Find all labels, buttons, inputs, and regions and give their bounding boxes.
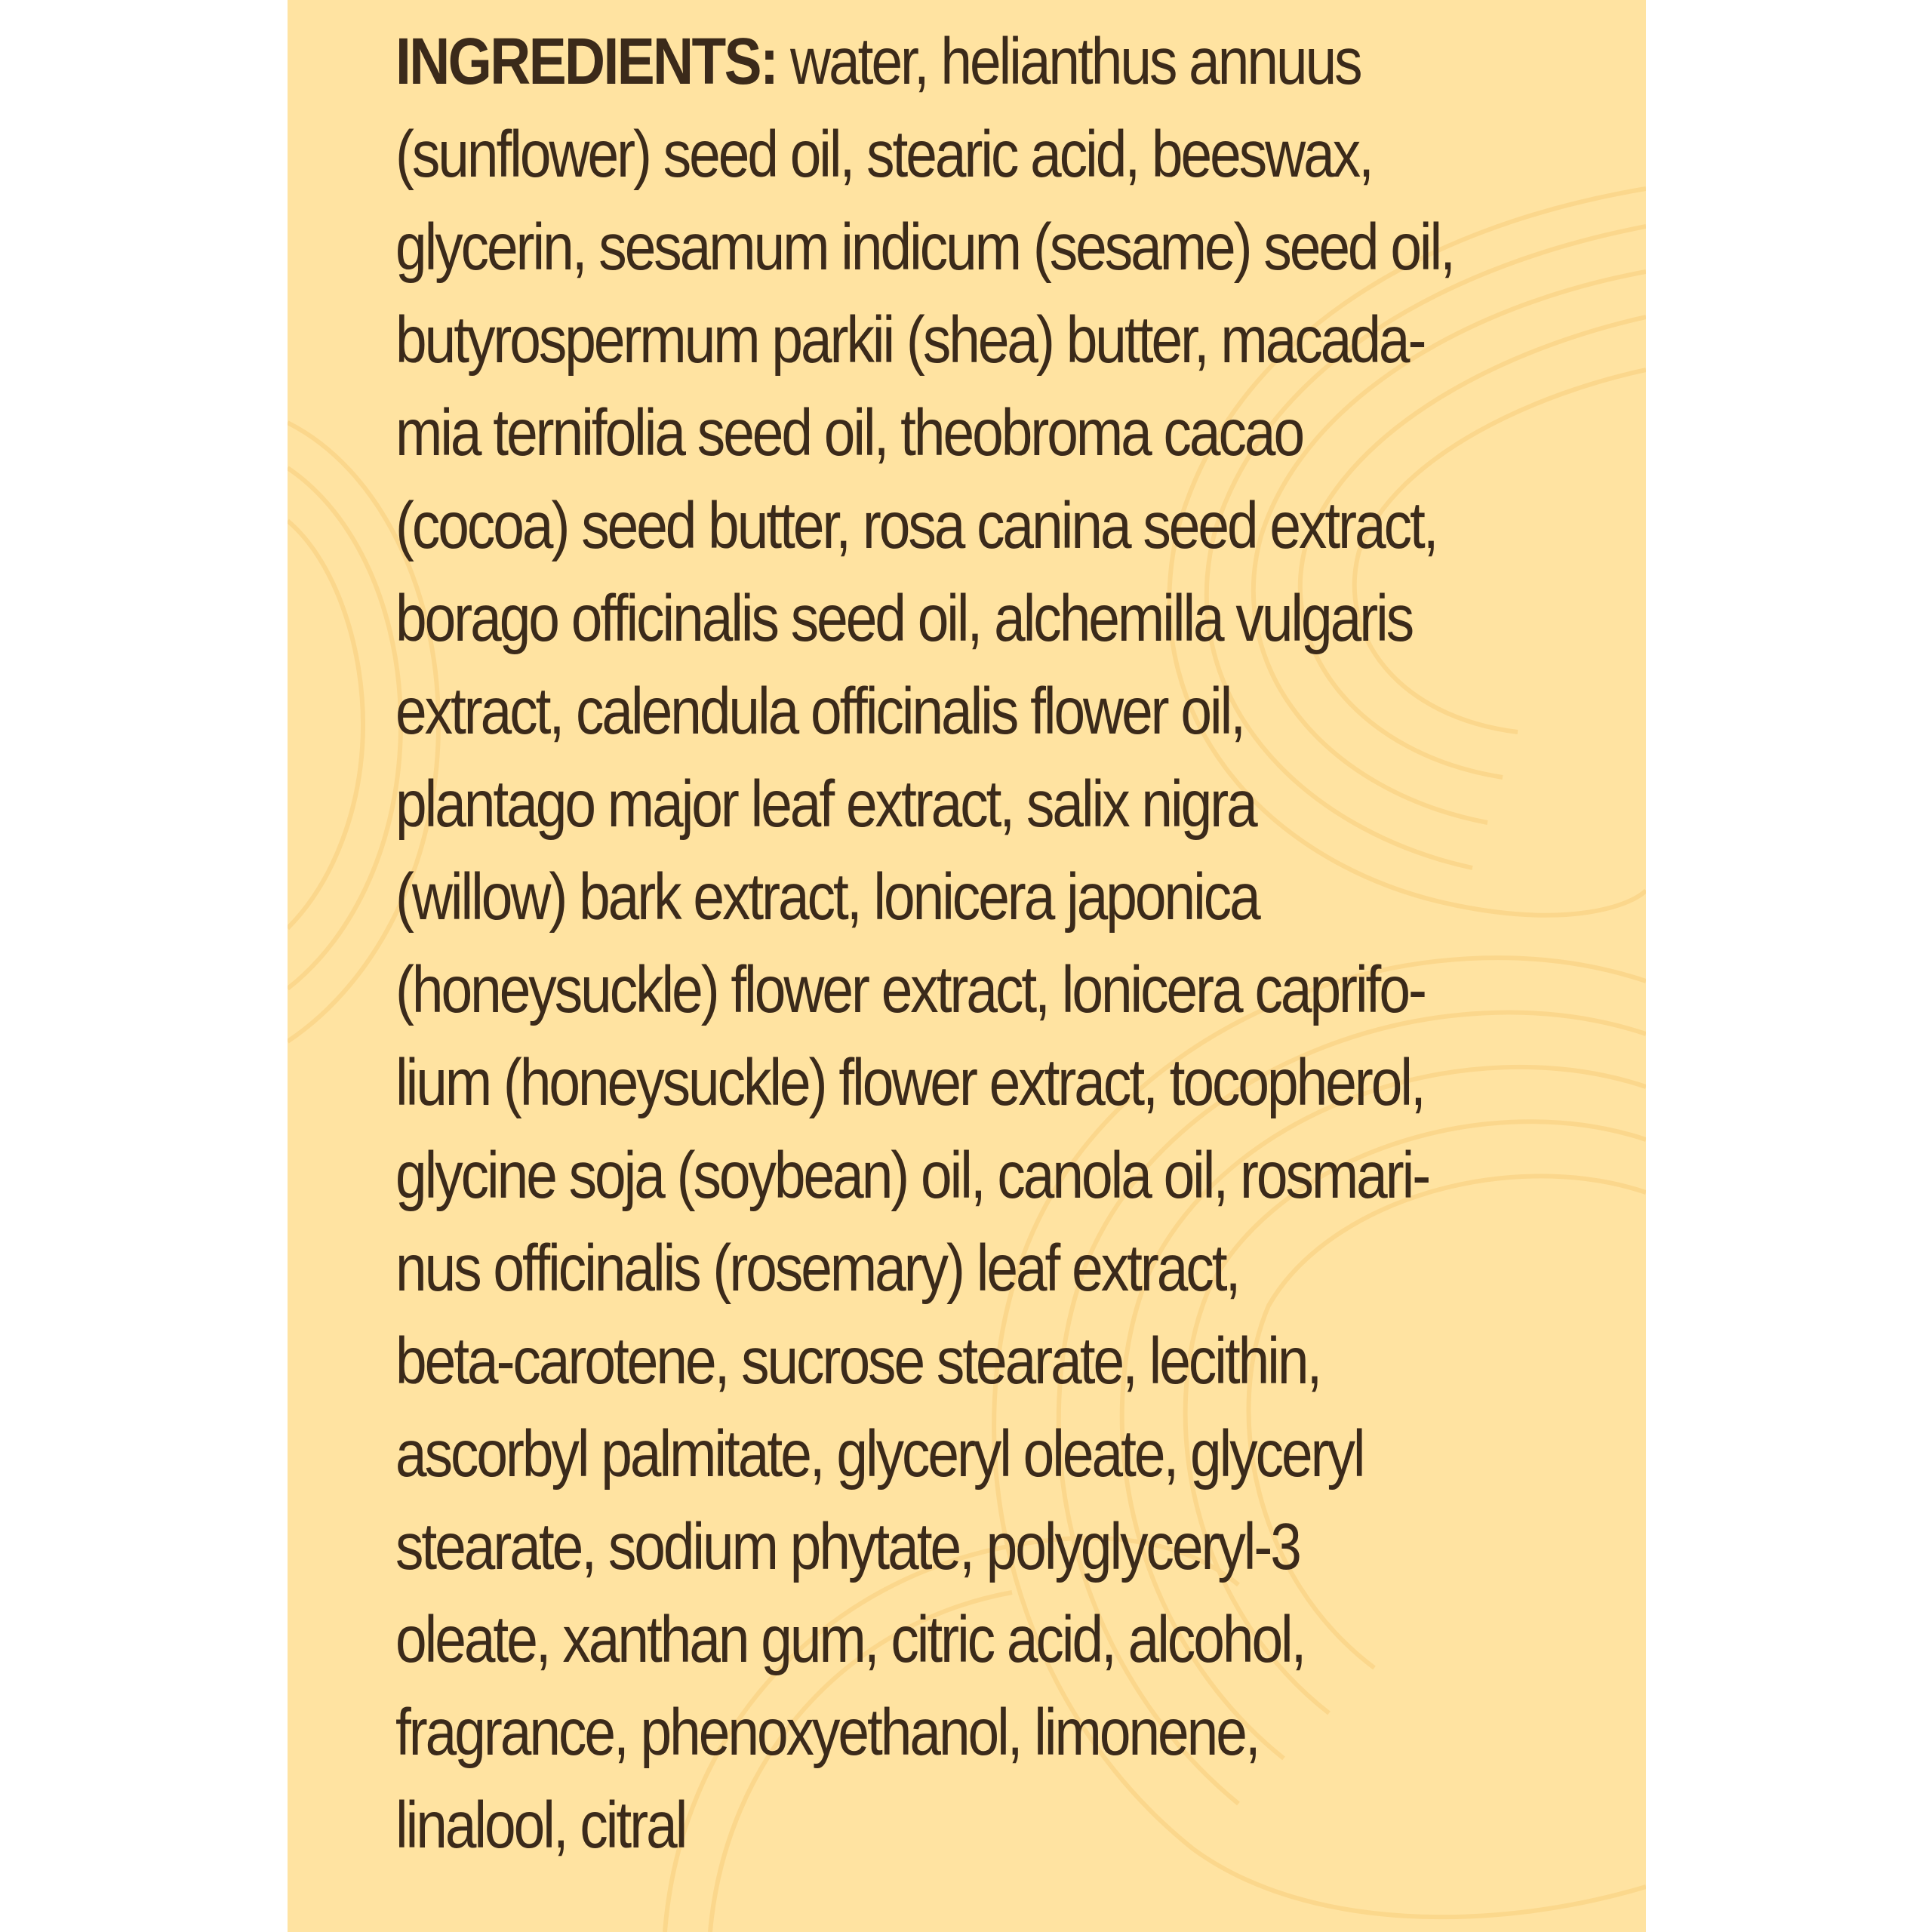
ingredients-line: borago officinalis seed oil, alchemilla vulgaris bbox=[395, 582, 1413, 655]
ingredients-line: butyrospermum parkii (shea) butter, macada- bbox=[395, 303, 1425, 377]
ingredients-line-text: water, helianthus annuus bbox=[790, 25, 1361, 98]
ingredients-line: oleate, xanthan gum, citric acid, alcohol, bbox=[395, 1603, 1305, 1676]
ingredients-line: stearate, sodium phytate, polyglyceryl-3 bbox=[395, 1510, 1300, 1583]
ingredients-line: lium (honeysuckle) flower extract, tocopherol, bbox=[395, 1046, 1424, 1119]
ingredients-heading: INGREDIENTS: bbox=[395, 25, 777, 98]
ingredients-line: beta-carotene, sucrose stearate, lecithin, bbox=[395, 1324, 1321, 1398]
ingredients-line: fragrance, phenoxyethanol, limonene, bbox=[395, 1696, 1259, 1769]
ingredients-line: plantago major leaf extract, salix nigra bbox=[395, 768, 1256, 841]
ingredients-line: (honeysuckle) flower extract, lonicera caprifo- bbox=[395, 953, 1425, 1026]
ingredients-line: (sunflower) seed oil, stearic acid, beeswax, bbox=[395, 118, 1372, 191]
ingredients-line: glycerin, sesamum indicum (sesame) seed oil, bbox=[395, 211, 1454, 284]
ingredients-line: glycine soja (soybean) oil, canola oil, rosmari- bbox=[395, 1139, 1429, 1212]
ingredients-line: extract, calendula officinalis flower oil, bbox=[395, 675, 1244, 748]
ingredients-line: (willow) bark extract, lonicera japonica bbox=[395, 860, 1259, 934]
ingredients-line: ascorbyl palmitate, glyceryl oleate, glyceryl bbox=[395, 1417, 1364, 1491]
ingredients-line: mia ternifolia seed oil, theobroma cacao bbox=[395, 396, 1303, 469]
ingredients-list bbox=[395, 15, 1564, 1872]
ingredients-line: linalool, citral bbox=[395, 1789, 686, 1862]
ingredients-line: nus officinalis (rosemary) leaf extract, bbox=[395, 1232, 1239, 1305]
ingredients-line-1 bbox=[395, 15, 1564, 108]
ingredients-line: (cocoa) seed butter, rosa canina seed extract, bbox=[395, 489, 1437, 562]
ingredients-label-panel bbox=[288, 0, 1646, 1932]
